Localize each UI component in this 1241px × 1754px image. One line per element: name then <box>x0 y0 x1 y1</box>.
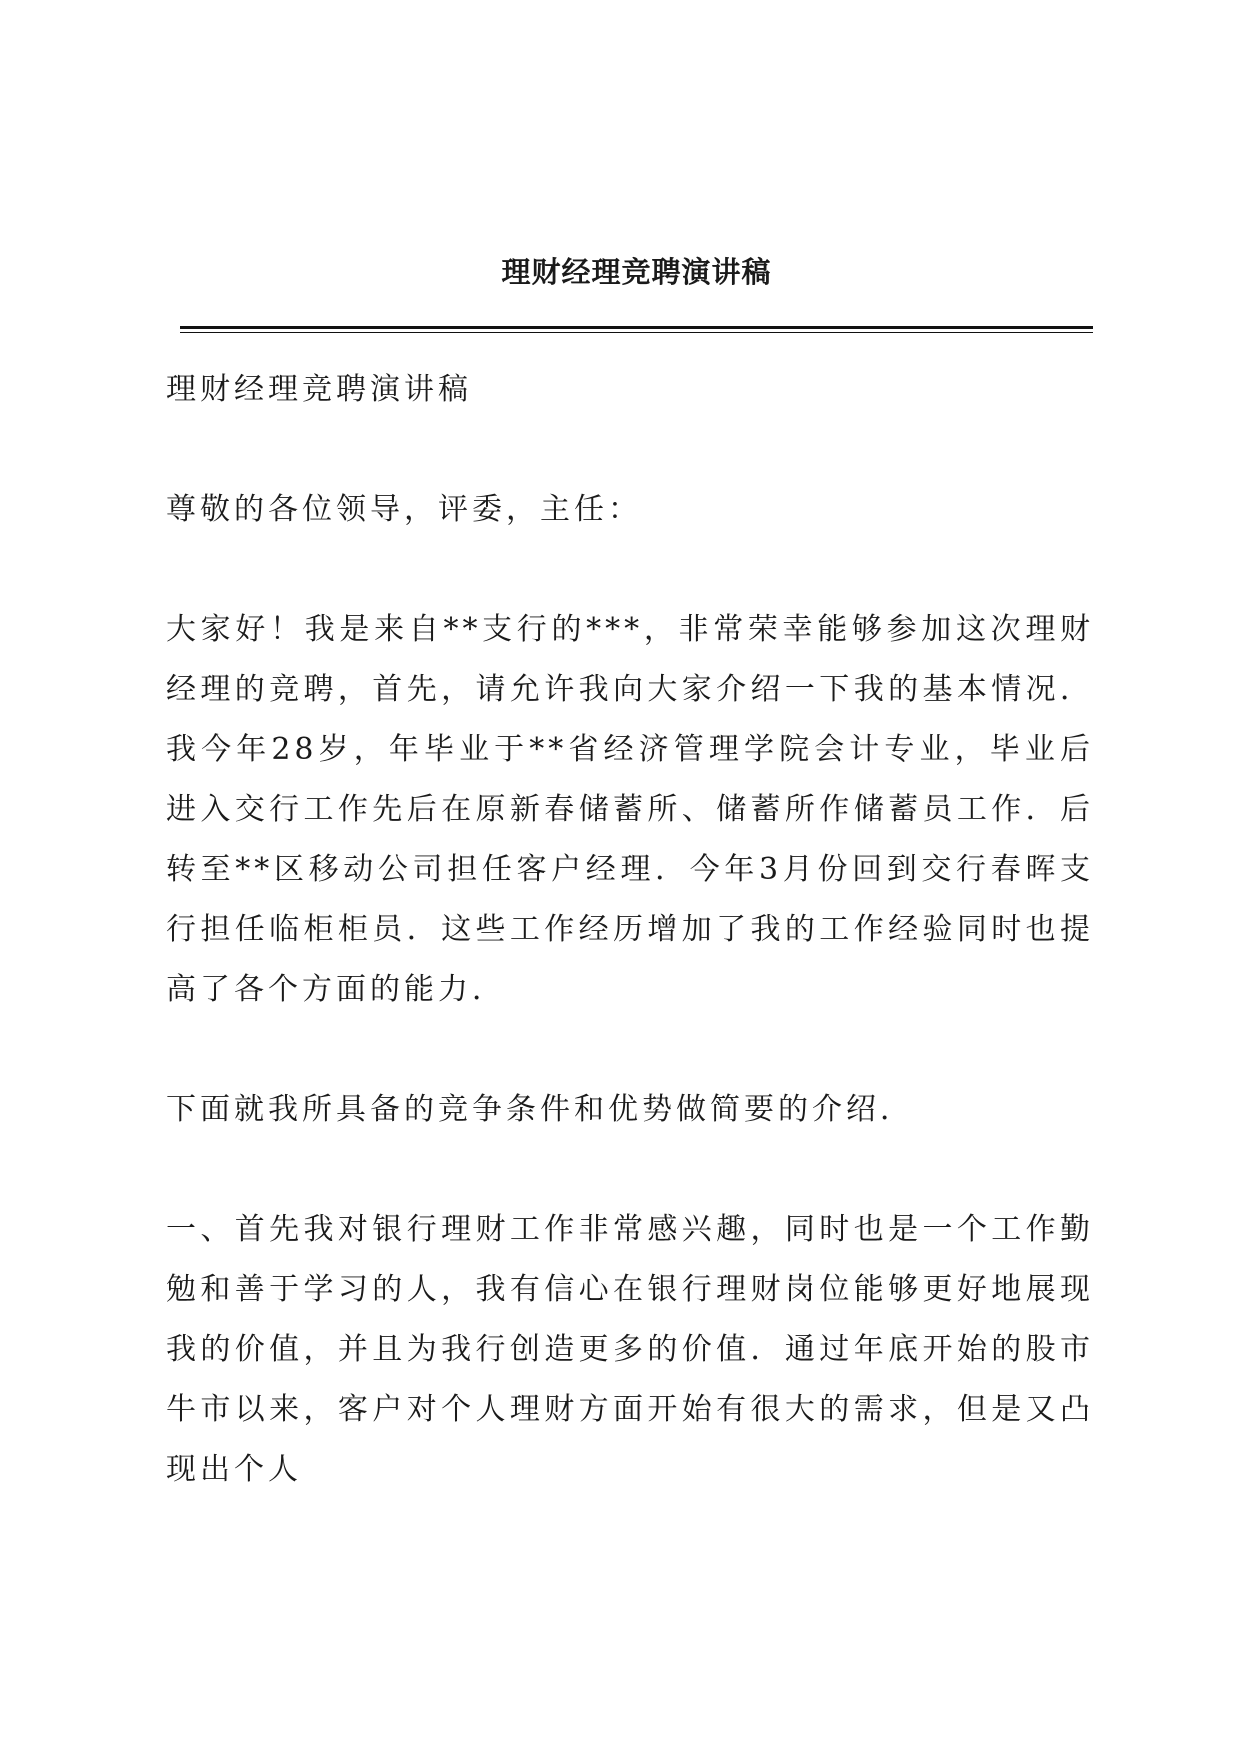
document-title: 理财经理竞聘演讲稿 <box>501 255 772 289</box>
paragraph-salutation: 尊敬的各位领导，评委，主任： <box>166 492 642 527</box>
document-body <box>166 360 1094 1500</box>
paragraph-transition: 下面就我所具备的竞争条件和优势做简要的介绍． <box>166 1092 914 1127</box>
paragraph-point-one: 一、首先我对银行理财工作非常感兴趣，同时也是一个工作勤勉和善于学习的人，我有信心在银行理财岗位能够更好地展现我的价值，并且为我行创造更多的价值．通过年底开始的股市牛市以来，客户对个人理财方面开始有很大的需求，但是又凸现出个人 <box>166 1212 1094 1487</box>
title-rule-thin <box>180 332 1093 333</box>
paragraph-heading: 理财经理竞聘演讲稿 <box>166 372 472 407</box>
title-rule-thick <box>180 326 1093 329</box>
paragraph-introduction: 大家好！我是来自**支行的***，非常荣幸能够参加这次理财经理的竞聘，首先，请允许我向大家介绍一下我的基本情况．我今年28岁，年毕业于**省经济管理学院会计专业，毕业后进入交行工作先后在原新春储蓄所、储蓄所作储蓄员工作．后转至**区移动公司担任客户经理．今年3月份回到交行春晖支行担任临柜柜员．这些工作经历增加了我的工作经验同时也提高了各个方面的能力． <box>166 612 1094 1007</box>
